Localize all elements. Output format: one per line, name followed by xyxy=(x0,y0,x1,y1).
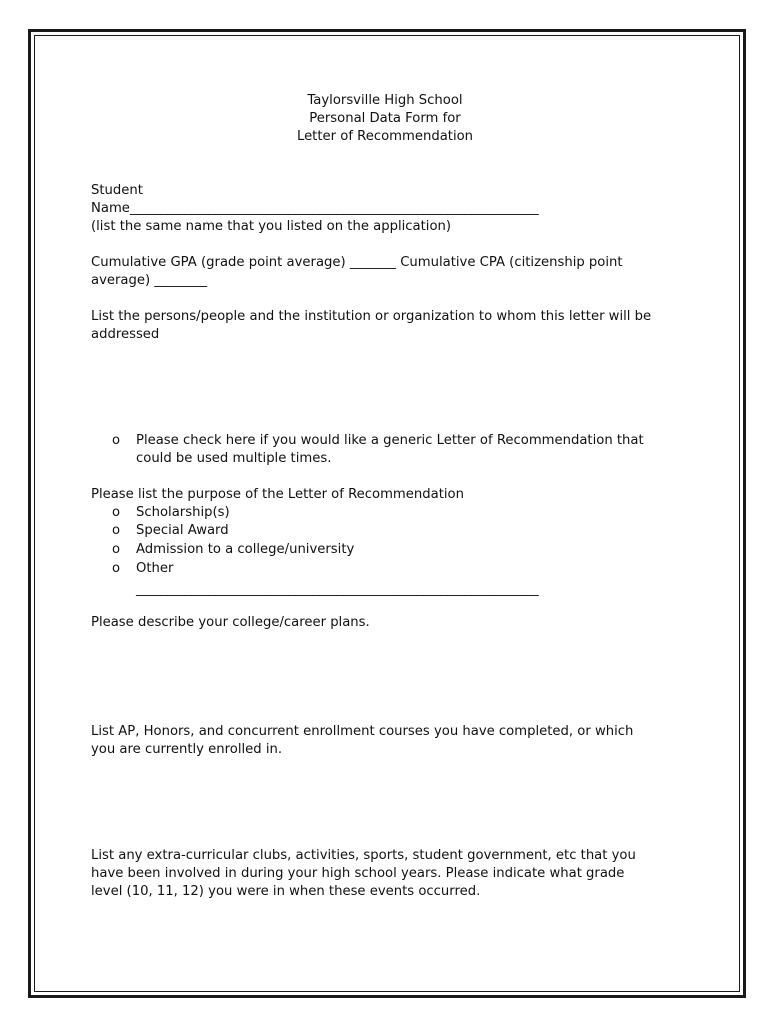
purpose-option[interactable] xyxy=(112,560,692,578)
cpa-field[interactable]: ________ xyxy=(154,273,208,288)
activities-section xyxy=(91,847,691,901)
gpa-field[interactable]: _______ xyxy=(349,255,396,270)
student-name-section xyxy=(91,182,691,236)
purpose-option-label: Admission to a college/university xyxy=(136,542,355,557)
activities-answer-area[interactable] xyxy=(91,904,691,984)
activities-prompt-line3: level (10, 11, 12) you were in when these events occurred. xyxy=(91,884,481,899)
form-title: Personal Data Form for xyxy=(309,111,461,126)
activities-prompt-line2: have been involved in during your high school years. Please indicate what grade xyxy=(91,866,625,881)
purpose-option-label: Scholarship(s) xyxy=(136,505,230,520)
checkbox-bullet-icon[interactable]: o xyxy=(112,505,121,520)
student-label: Student xyxy=(91,183,143,198)
cpa-line xyxy=(91,272,691,290)
purpose-option[interactable] xyxy=(112,541,692,559)
gpa-section xyxy=(91,254,691,290)
other-purpose-row xyxy=(112,581,692,599)
purpose-prompt xyxy=(91,486,691,504)
recipients-prompt-line2: addressed xyxy=(91,327,160,342)
purpose-option[interactable] xyxy=(112,504,692,522)
checkbox-bullet-icon[interactable]: o xyxy=(112,433,121,448)
form-subtitle: Letter of Recommendation xyxy=(296,129,474,144)
career-plans-prompt: Please describe your college/career plans. xyxy=(91,615,370,630)
generic-letter-option[interactable] xyxy=(112,432,692,468)
gpa-line xyxy=(91,254,691,272)
courses-prompt-line2: you are currently enrolled in. xyxy=(91,742,283,757)
form-header xyxy=(0,92,770,146)
checkbox-bullet-icon[interactable]: o xyxy=(112,523,121,538)
generic-letter-text-line2: could be used multiple times. xyxy=(136,451,332,466)
checkbox-bullet-icon[interactable]: o xyxy=(112,542,121,557)
purpose-option[interactable] xyxy=(112,522,692,540)
purpose-option-label: Special Award xyxy=(136,523,229,538)
student-name-hint: (list the same name that you listed on the application) xyxy=(91,219,452,234)
purpose-option-label: Other xyxy=(136,561,174,576)
recipients-section xyxy=(91,308,691,344)
activities-prompt-line1: List any extra-curricular clubs, activities, sports, student government, etc that you xyxy=(91,848,636,863)
student-name-field-row xyxy=(91,200,691,218)
recipients-answer-area[interactable] xyxy=(91,346,691,426)
career-plans-answer-area[interactable] xyxy=(91,636,691,720)
career-plans-section xyxy=(91,614,691,632)
courses-section xyxy=(91,723,691,759)
generic-letter-text-line1: Please check here if you would like a generic Letter of Recommendation that xyxy=(136,433,644,448)
recipients-prompt-line1: List the persons/people and the institution or organization to whom this letter will be xyxy=(91,309,652,324)
purpose-prompt-text: Please list the purpose of the Letter of Recommendation xyxy=(91,487,464,502)
generic-letter-text xyxy=(136,432,692,468)
courses-answer-area[interactable] xyxy=(91,762,691,844)
other-purpose-field[interactable]: __________________________________________________________________ xyxy=(136,582,539,597)
checkbox-bullet-icon[interactable]: o xyxy=(112,561,121,576)
courses-prompt-line1: List AP, Honors, and concurrent enrollment courses you have completed, or which xyxy=(91,724,634,739)
school-name: Taylorsville High School xyxy=(307,93,463,108)
cpa-label-cont: average) xyxy=(91,273,155,288)
name-label: Name xyxy=(91,201,130,216)
student-name-field[interactable]: ___________________________________________________________________ xyxy=(129,201,539,216)
cpa-label: Cumulative CPA (citizenship point xyxy=(396,255,623,270)
gpa-label: Cumulative GPA (grade point average) xyxy=(91,255,350,270)
